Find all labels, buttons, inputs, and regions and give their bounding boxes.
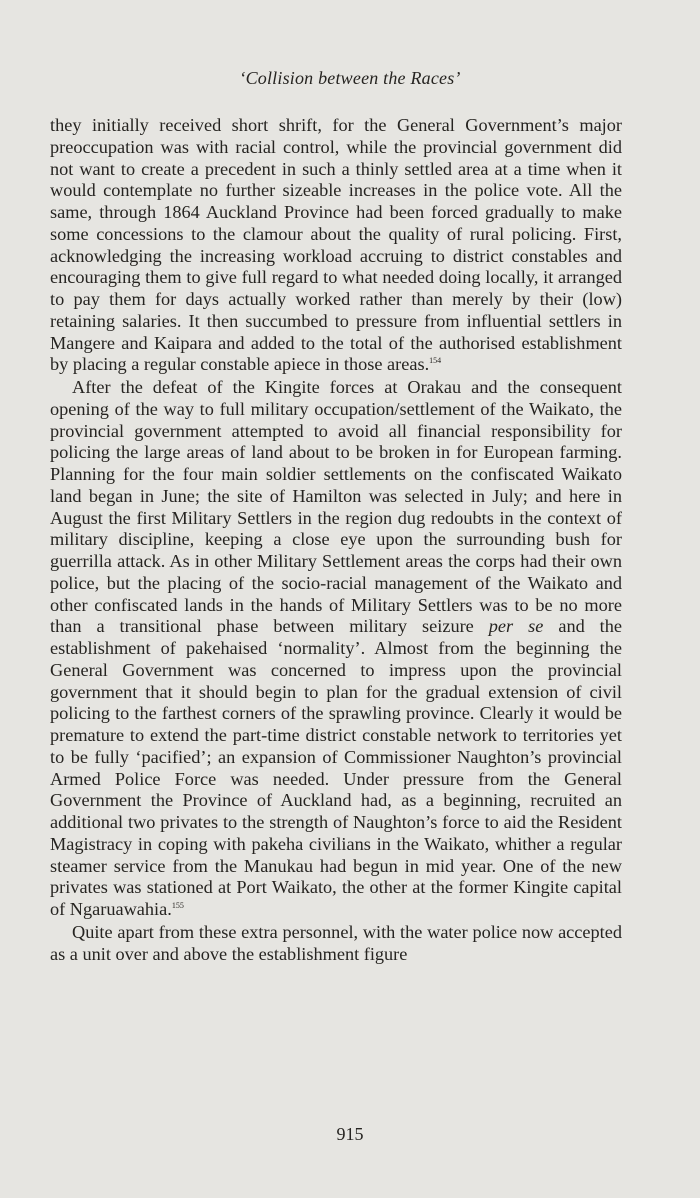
paragraph-1-text: they initially received short shrift, for the General Government’s major preoccupation was with racial control, while the provincial government did not want to create a precedent in such a thinly settled area at a time when it would contemplate no further sizeable increases in the police vote. All the same, through 1864 Auckland Province had been forced gradually to make some concessions to the clamour about the quality of rural policing. First, acknowledging the increasing workload accruing to district constables and encouraging them to give full regard to what needed doing locally, it arranged to pay them for days actually worked rather than merely by their (low) retaining salaries. It then succumbed to pressure from influential settlers in Mangere and Kaipara and added to the total of the authorised establishment by placing a regular constable apiece in those areas.: [50, 115, 622, 375]
italic-phrase: per se: [488, 616, 544, 637]
paragraph-3: [50, 922, 622, 966]
paragraph-1: [50, 115, 622, 376]
paragraph-3-text: Quite apart from these extra personnel, with the water police now accepted as a unit over and above the establishment figure: [50, 921, 622, 964]
paragraph-2-text-a: After the defeat of the Kingite forces at Orakau and the consequent opening of the way to full military occupation/settlement of the Waikato, the provincial government attempted to avoid all financial responsibility for policing the large areas of land about to be broken in for European farming. Planning for the four main soldier settlements on the confiscated Waikato land began in June; the site of Hamilton was selected in July; and here in August the first Military Settlers in the region dug redoubts in the context of military discipline, keeping a close eye upon the surrounding bush for guerrilla attack. As in other Military Settlement areas the corps had their own police, but the placing of the socio-racial management of the Waikato and other confiscated lands in the hands of Military Settlers was to be no more than a transitional phase between military seizure: [50, 377, 622, 637]
page-number: 915: [336, 1124, 364, 1144]
running-head: ‘Collision between the Races’: [239, 68, 461, 88]
footnote-ref-155[interactable]: 155: [171, 900, 184, 910]
paragraph-2-text-b: and the establishment of pakehaised ‘normality’. Almost from the beginning the General Government was concerned to impress upon the provincial government that it should begin to plan for the gradual extension of civil policing to the farthest corners of the sprawling province. Clearly it would be premature to extend the part-time district constable network to territories yet to be fully ‘pacified’; an expansion of Commissioner Naughton’s provincial Armed Police Force was needed. Under pressure from the General Government the Province of Auckland had, as a beginning, recruited an additional two privates to the strength of Naughton’s force to aid the Resident Magistracy in coping with pakeha civilians in the Waikato, whither a regular steamer service from the Manukau had begun in mid year. One of the new privates was stationed at Port Waikato, the other at the former Kingite capital of Ngaruawahia.: [50, 616, 623, 919]
body-text: [50, 115, 622, 965]
paragraph-2: [50, 377, 622, 921]
footnote-ref-154[interactable]: 154: [429, 356, 442, 366]
